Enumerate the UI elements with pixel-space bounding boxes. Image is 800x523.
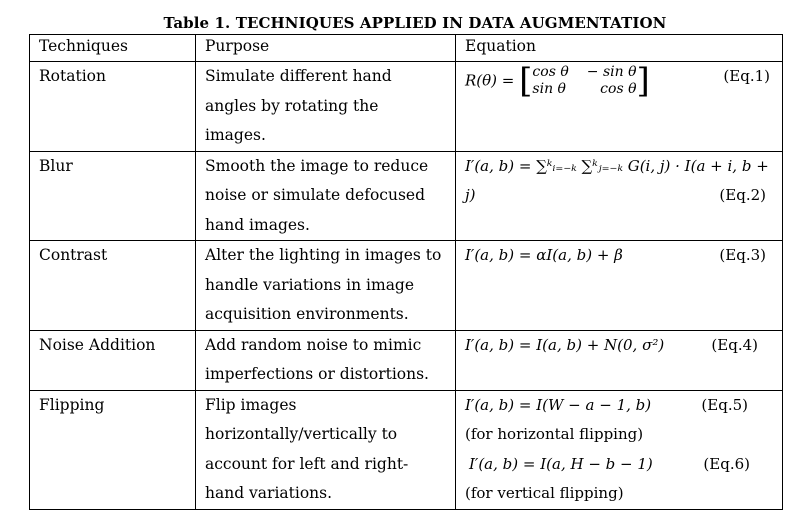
matrix-cell: sin θ (532, 81, 566, 97)
equation-line: I′(a, b) = I(W − a − 1, b) (465, 395, 652, 414)
equation-cell (456, 241, 783, 331)
equation-line: I′(a, b) = αI(a, b) + β (465, 246, 623, 264)
table-header-row (30, 35, 783, 62)
equation-cell (456, 330, 783, 390)
table-row (30, 390, 783, 509)
purpose-line: noise or simulate defocused (205, 186, 425, 204)
technique-cell: Blur (30, 151, 196, 241)
purpose-cell (196, 241, 456, 331)
equation-line: I′(a, b) = I(a, b) + N(0, σ²) (465, 335, 665, 354)
purpose-line: acquisition environments. (205, 305, 409, 323)
purpose-line: hand variations. (205, 484, 333, 502)
equation-number: (Eq.4) (711, 335, 758, 354)
technique-cell: Contrast (30, 241, 196, 331)
purpose-line: Add random noise to mimic (205, 335, 422, 354)
purpose-cell (196, 390, 456, 509)
equation-line: I′(a, b) = ∑ᵏᵢ₌₋ₖ ∑ᵏⱼ₌₋ₖ G(i, j) · I(a + i, b + (465, 156, 769, 175)
rotation-matrix: [ cos θ − sin θ sin θ cos θ ] (519, 61, 650, 101)
equation-number: (Eq.6) (703, 454, 750, 473)
matrix-cell: cos θ (532, 64, 569, 80)
equation-line: I′(a, b) = I(a, H − b − 1) (469, 454, 653, 473)
equation-cell (456, 151, 783, 241)
purpose-line: Simulate different hand (205, 67, 392, 85)
equation-note: (for horizontal flipping) (465, 425, 644, 443)
equation-line-wrap (465, 391, 782, 421)
matrix-cell: − sin θ (586, 64, 637, 80)
purpose-line: account for left and right- (205, 454, 409, 473)
purpose-line: imperfections or distortions. (205, 365, 429, 383)
purpose-line: horizontally/vertically to (205, 425, 398, 443)
equation-number: (Eq.5) (701, 395, 748, 414)
technique-cell: Flipping (30, 390, 196, 509)
purpose-line: hand images. (205, 215, 310, 234)
equation-number: (Eq.1) (723, 67, 770, 85)
purpose-line: Smooth the image to reduce (205, 156, 429, 175)
purpose-line: angles by rotating the (205, 96, 379, 115)
technique-cell: Rotation (30, 62, 196, 152)
equation-line-wrap (465, 450, 782, 480)
purpose-cell (196, 151, 456, 241)
header-equation: Equation (456, 35, 783, 62)
header-purpose: Purpose (196, 35, 456, 62)
equation-cell (456, 62, 783, 152)
techniques-table (29, 34, 783, 510)
table-row (30, 330, 783, 390)
purpose-line: handle variations in image (205, 275, 415, 294)
equation-line-wrap (465, 241, 782, 271)
table-title: Table 1. TECHNIQUES APPLIED IN DATA AUGMENTATION (163, 14, 667, 32)
purpose-line: Flip images (205, 395, 297, 414)
table-row (30, 241, 783, 331)
equation-line-wrap (465, 331, 782, 361)
purpose-line: images. (205, 126, 266, 144)
purpose-cell (196, 330, 456, 390)
equation-number: (Eq.3) (719, 246, 766, 264)
purpose-line: Alter the lighting in images to (205, 246, 442, 264)
table-row (30, 151, 783, 241)
matrix-cell: cos θ (600, 81, 637, 97)
equation-line-wrap (465, 181, 782, 211)
technique-cell: Noise Addition (30, 330, 196, 390)
purpose-cell (196, 62, 456, 152)
equation-cell (456, 390, 783, 509)
rotation-lhs: R(θ) = (465, 71, 515, 90)
table-row (30, 62, 783, 152)
equation-note: (for vertical flipping) (465, 484, 624, 502)
header-techniques: Techniques (30, 35, 196, 62)
equation-line: j) (465, 186, 476, 204)
equation-number: (Eq.2) (719, 186, 766, 204)
